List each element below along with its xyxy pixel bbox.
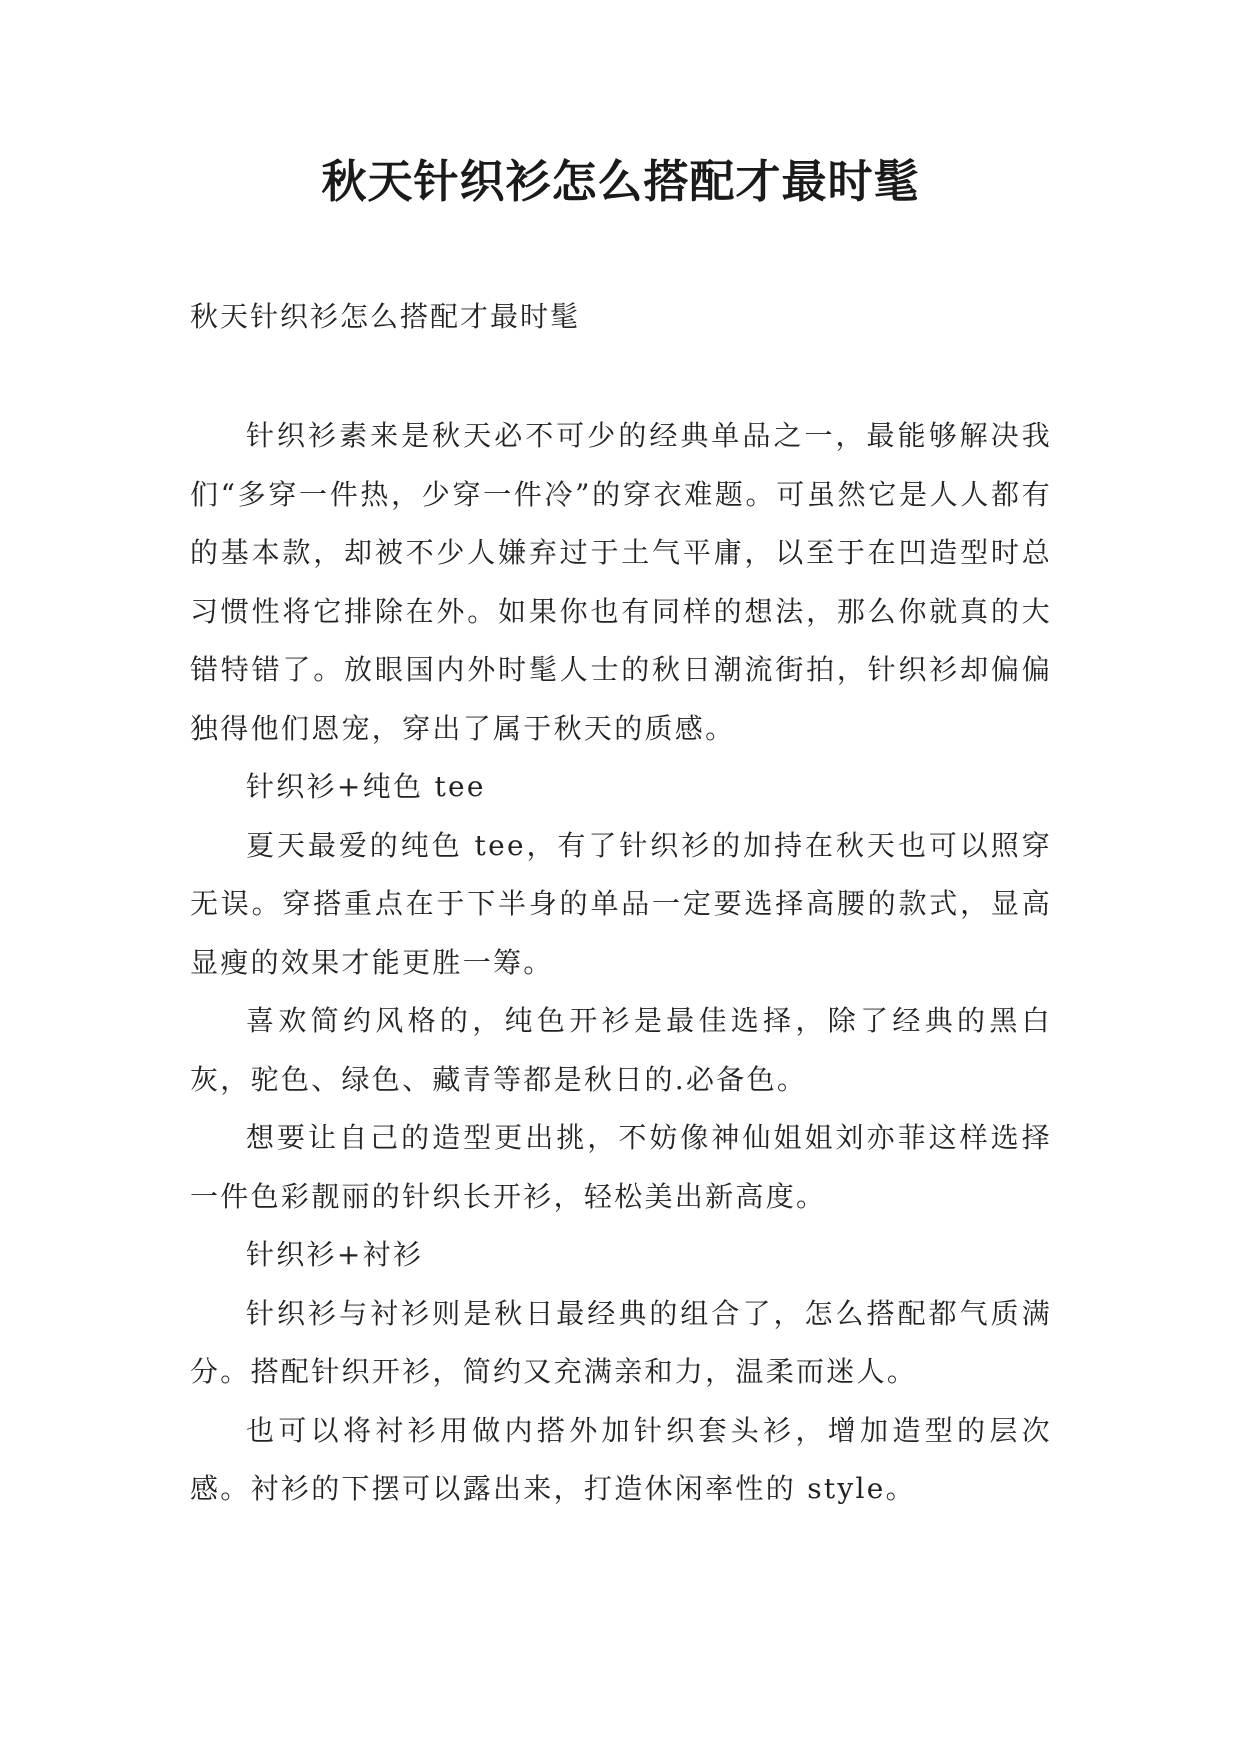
document-subtitle: 秋天针织衫怎么搭配才最时髦 [190, 300, 581, 333]
document-body [190, 407, 1052, 1519]
paragraph-cardigan-colors: 喜欢简约风格的，纯色开衫是最佳选择，除了经典的黑白灰，驼色、绿色、藏青等都是秋日的.必备色。 [190, 1004, 1052, 1096]
section-heading-shirt: 针织衫+衬衫 [246, 1238, 424, 1271]
paragraph-shirt: 针织衫与衬衫则是秋日最经典的组合了，怎么搭配都气质满分。搭配针织开衫，简约又充满亲和力，温柔而迷人。 [190, 1296, 1052, 1388]
paragraph-layering: 也可以将衬衫用做内搭外加针织套头衫，增加造型的层次感。衬衫的下摆可以露出来，打造休闲率性的 style。 [190, 1413, 1052, 1505]
document-title: 秋天针织衫怎么搭配才最时髦 [321, 155, 920, 208]
paragraph-long-cardigan: 想要让自己的造型更出挑，不妨像神仙姐姐刘亦菲这样选择一件色彩靓丽的针织长开衫，轻松美出新高度。 [190, 1121, 1052, 1213]
paragraph-tee: 夏天最爱的纯色 tee，有了针织衫的加持在秋天也可以照穿无误。穿搭重点在于下半身的单品一定要选择高腰的款式，显高显瘦的效果才能更胜一筹。 [190, 828, 1052, 979]
paragraph-intro: 针织衫素来是秋天必不可少的经典单品之一，最能够解决我们“多穿一件热，少穿一件冷”的穿衣难题。可虽然它是人人都有的基本款，却被不少人嫌弃过于土气平庸，以至于在凹造型时总习惯性将它排除在外。如果你也有同样的想法，那么你就真的大错特错了。放眼国内外时髦人士的秋日潮流街拍，针织衫却偏偏独得他们恩宠，穿出了属于秋天的质感。 [190, 419, 1052, 745]
section-heading-tee: 针织衫+纯色 tee [246, 770, 486, 803]
